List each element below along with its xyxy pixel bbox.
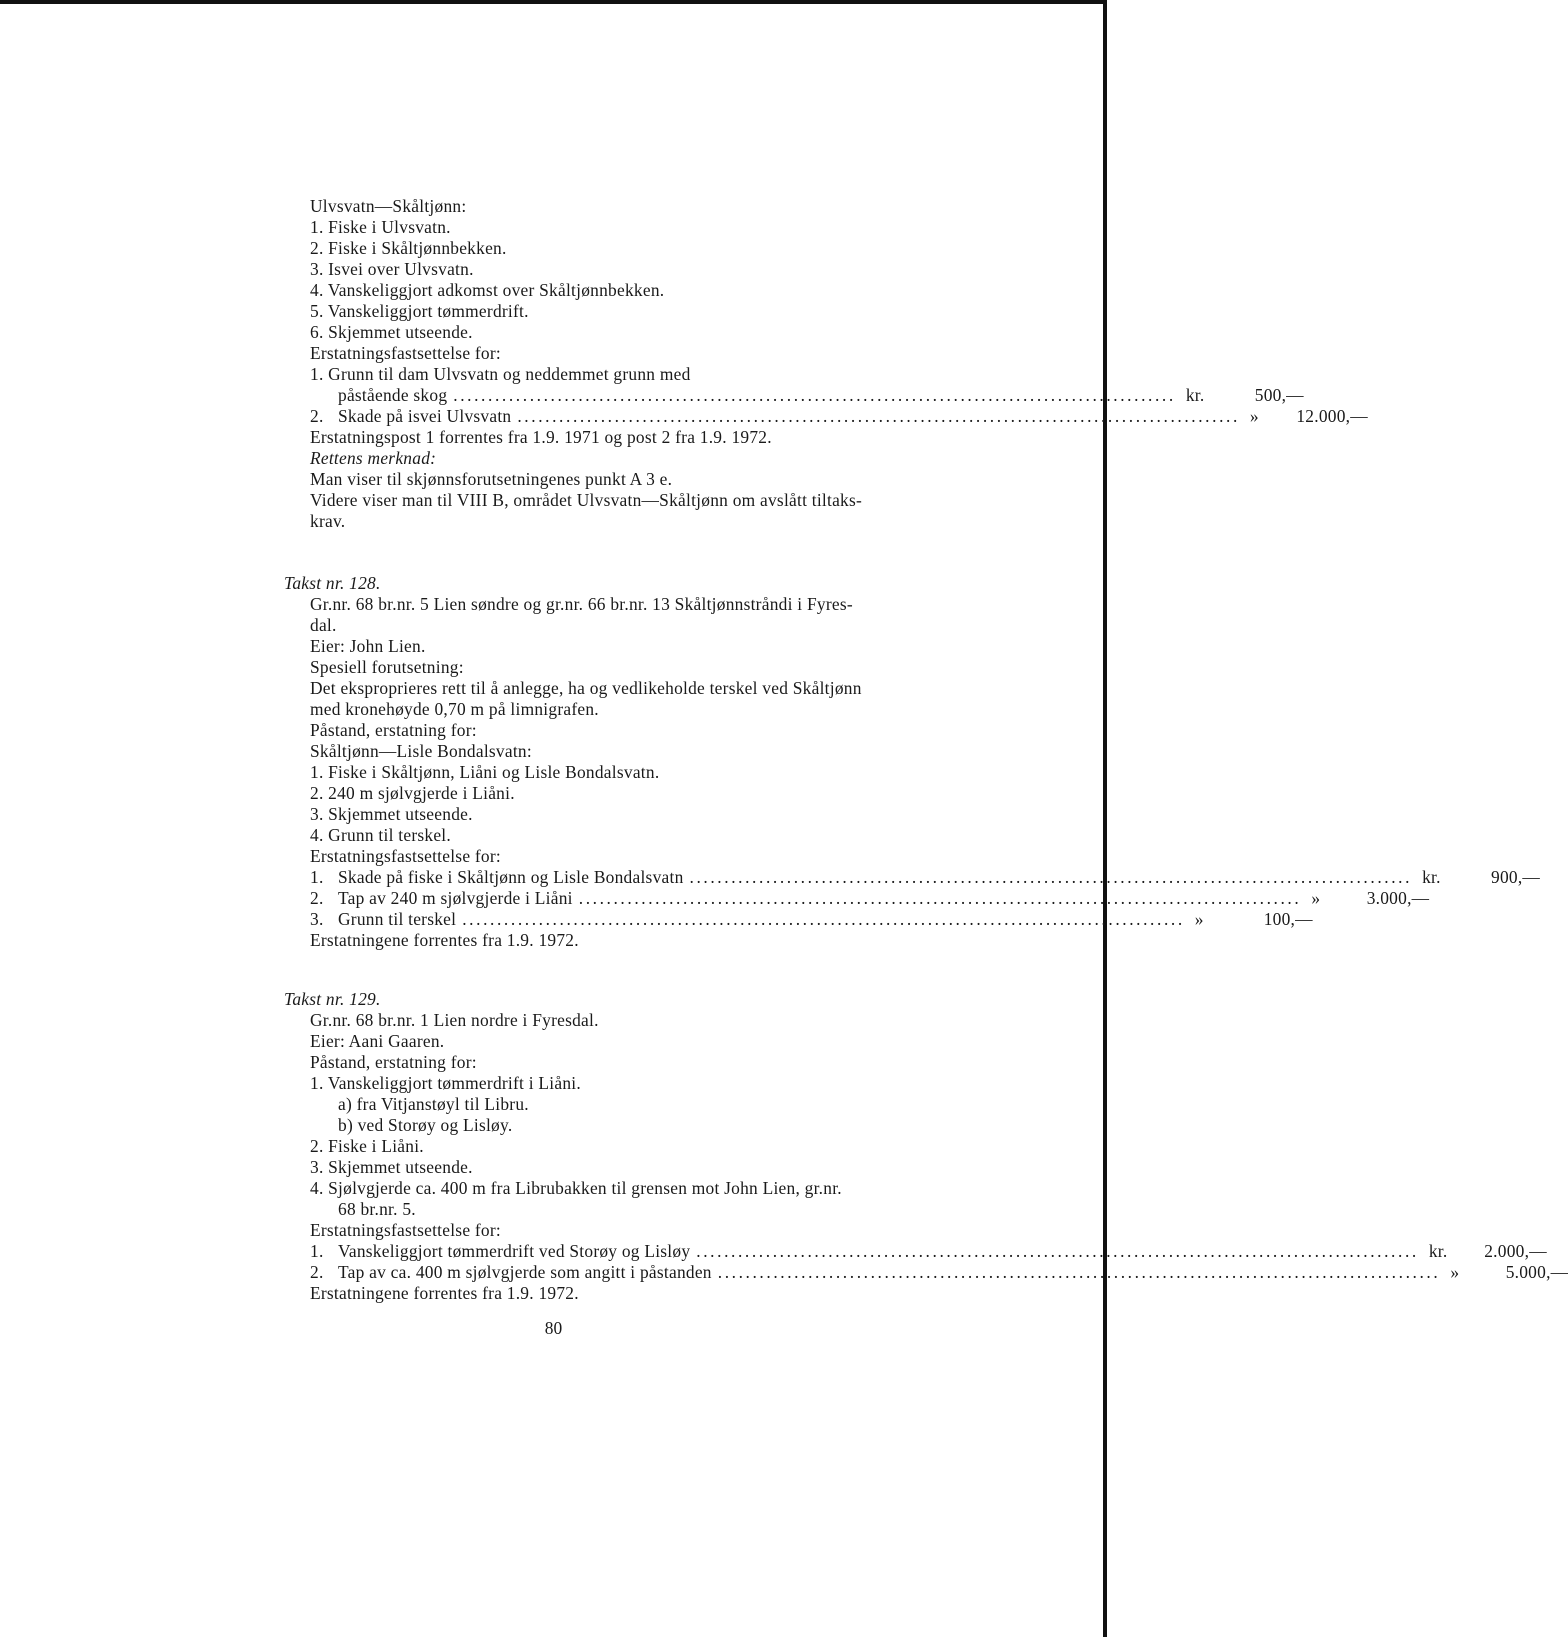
special-text: med kronehøyde 0,70 m på limnigrafen. bbox=[310, 699, 599, 719]
estimate-number: 2. bbox=[310, 406, 324, 426]
estimate-row bbox=[310, 909, 1313, 930]
currency: » bbox=[1194, 909, 1204, 929]
list-item: 4. Grunn til terskel. bbox=[310, 825, 451, 845]
claim-label: Påstand, erstatning for: bbox=[310, 1052, 477, 1072]
sub-list-item: b) ved Storøy og Lisløy. bbox=[338, 1115, 513, 1135]
estimate-row bbox=[310, 1262, 1568, 1283]
estimate-text: Grunn til terskel bbox=[338, 909, 457, 929]
owner-line: Eier: Aani Gaaren. bbox=[310, 1031, 445, 1051]
area-heading: Skåltjønn—Lisle Bondalsvatn: bbox=[310, 741, 532, 761]
list-item: 2. Fiske i Skåltjønnbekken. bbox=[310, 238, 507, 258]
takst-title: Takst nr. 129. bbox=[284, 989, 381, 1009]
takst-title: Takst nr. 128. bbox=[284, 573, 381, 593]
amount: 2.000,— bbox=[1484, 1241, 1547, 1261]
amount: 500,— bbox=[1254, 385, 1304, 405]
estimate-row bbox=[310, 385, 1304, 406]
section-heading: Ulvsvatn—Skåltjønn: bbox=[310, 196, 467, 216]
leader-dots: ........................................................................................................ bbox=[453, 385, 1176, 405]
estimate-number: 1. bbox=[310, 1241, 324, 1261]
amount: 5.000,— bbox=[1505, 1262, 1568, 1282]
sub-list-item: a) fra Vitjanstøyl til Libru. bbox=[338, 1094, 529, 1114]
estimate-number: 2. bbox=[310, 888, 324, 908]
list-item: 6. Skjemmet utseende. bbox=[310, 322, 473, 342]
currency: » bbox=[1311, 888, 1321, 908]
owner-line: Eier: John Lien. bbox=[310, 636, 426, 656]
remark-text: krav. bbox=[310, 511, 346, 531]
currency: » bbox=[1450, 1262, 1460, 1282]
leader-dots: ........................................................................................................ bbox=[717, 1262, 1441, 1282]
estimate-row bbox=[310, 888, 1430, 909]
estimate-label: Erstatningsfastsettelse for: bbox=[310, 846, 502, 866]
special-label: Spesiell forutsetning: bbox=[310, 657, 464, 677]
estimate-item-line: 1. Grunn til dam Ulvsvatn og neddemmet grunn med bbox=[310, 364, 691, 384]
estimate-text: Tap av 240 m sjølvgjerde i Liåni bbox=[338, 888, 573, 908]
amount: 900,— bbox=[1491, 867, 1541, 887]
list-item-continuation: 68 br.nr. 5. bbox=[338, 1199, 416, 1219]
estimate-text: Vanskeliggjort tømmerdrift ved Storøy og Lisløy bbox=[338, 1241, 691, 1261]
estimate-text: Skade på fiske i Skåltjønn og Lisle Bondalsvatn bbox=[338, 867, 684, 887]
list-item: 1. Fiske i Skåltjønn, Liåni og Lisle Bondalsvatn. bbox=[310, 762, 660, 782]
leader-dots: ........................................................................................................ bbox=[462, 909, 1185, 929]
estimate-number: 3. bbox=[310, 909, 324, 929]
estimate-text: Skade på isvei Ulvsvatn bbox=[338, 406, 512, 426]
interest-note: Erstatningspost 1 forrentes fra 1.9. 1971 og post 2 fra 1.9. 1972. bbox=[310, 427, 772, 447]
remark-text: Videre viser man til VIII B, området Ulvsvatn—Skåltjønn om avslått tiltaks- bbox=[310, 490, 863, 510]
list-item: 4. Vanskeliggjort adkomst over Skåltjønnbekken. bbox=[310, 280, 665, 300]
interest-note: Erstatningene forrentes fra 1.9. 1972. bbox=[310, 1283, 579, 1303]
page-number: 80 bbox=[544, 1318, 563, 1338]
currency: » bbox=[1249, 406, 1259, 426]
estimate-text: påstående skog bbox=[338, 385, 448, 405]
leader-dots: ........................................................................................................ bbox=[696, 1241, 1419, 1261]
property-line: dal. bbox=[310, 615, 337, 635]
remark-label: Rettens merknad: bbox=[310, 448, 437, 468]
list-item: 3. Skjemmet utseende. bbox=[310, 804, 473, 824]
list-item: 2. 240 m sjølvgjerde i Liåni. bbox=[310, 783, 515, 803]
amount: 3.000,— bbox=[1366, 888, 1430, 908]
currency: kr. bbox=[1185, 385, 1205, 405]
interest-note: Erstatningene forrentes fra 1.9. 1972. bbox=[310, 930, 579, 950]
leader-dots: ........................................................................................................ bbox=[689, 867, 1413, 887]
estimate-number: 1. bbox=[310, 867, 324, 887]
list-item: 1. Vanskeliggjort tømmerdrift i Liåni. bbox=[310, 1073, 581, 1093]
estimate-text: Tap av ca. 400 m sjølvgjerde som angitt i påstanden bbox=[338, 1262, 712, 1282]
list-item: 3. Skjemmet utseende. bbox=[310, 1157, 473, 1177]
currency: kr. bbox=[1422, 867, 1441, 887]
amount: 100,— bbox=[1263, 909, 1313, 929]
leader-dots: ........................................................................................................ bbox=[517, 406, 1240, 426]
list-item: 5. Vanskeliggjort tømmerdrift. bbox=[310, 301, 529, 321]
estimate-row bbox=[310, 1241, 1547, 1262]
list-item: 1. Fiske i Ulvsvatn. bbox=[310, 217, 451, 237]
estimate-label: Erstatningsfastsettelse for: bbox=[310, 1220, 502, 1240]
estimate-row bbox=[310, 406, 1368, 427]
property-line: Gr.nr. 68 br.nr. 1 Lien nordre i Fyresdal. bbox=[310, 1010, 599, 1030]
leader-dots: ........................................................................................................ bbox=[578, 888, 1302, 908]
amount: 12.000,— bbox=[1296, 406, 1368, 426]
estimate-row bbox=[310, 867, 1541, 888]
list-item: 4. Sjølvgjerde ca. 400 m fra Librubakken til grensen mot John Lien, gr.nr. bbox=[310, 1178, 842, 1198]
list-item: 3. Isvei over Ulvsvatn. bbox=[310, 259, 474, 279]
list-item: 2. Fiske i Liåni. bbox=[310, 1136, 424, 1156]
estimate-number: 2. bbox=[310, 1262, 324, 1282]
estimate-label: Erstatningsfastsettelse for: bbox=[310, 343, 502, 363]
remark-text: Man viser til skjønnsforutsetningenes punkt A 3 e. bbox=[310, 469, 673, 489]
currency: kr. bbox=[1428, 1241, 1448, 1261]
claim-label: Påstand, erstatning for: bbox=[310, 720, 477, 740]
property-line: Gr.nr. 68 br.nr. 5 Lien søndre og gr.nr. 66 br.nr. 13 Skåltjønnstråndi i Fyres- bbox=[310, 594, 853, 614]
special-text: Det eksproprieres rett til å anlegge, ha og vedlikeholde terskel ved Skåltjønn bbox=[310, 678, 862, 698]
